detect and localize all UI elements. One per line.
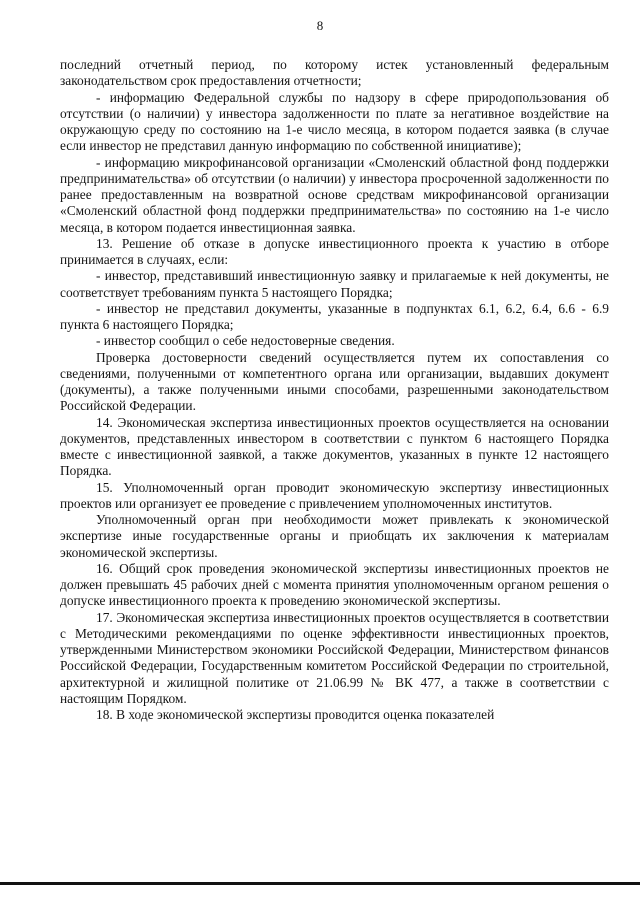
paragraph-refusal-reason-2: - инвестор не представил документы, указанные в подпунктах 6.1, 6.2, 6.4, 6.6 - 6.9 пункта 6 настоящего Порядка; [60, 300, 609, 332]
paragraph-item-17: 17. Экономическая экспертиза инвестиционных проектов осуществляется в соответствии с Методическими рекомендациями по оценке эффективности инвестиционных проектов, утвержденными Министерством экономики Российской Федерации, Министерством финансов Российской Федерации, Государственным комитетом Российской Федерации по строительной, архитектурной и жилищной политике от 21.06.99 № ВК 477, а также в соответствии с настоящим Порядком. [60, 609, 609, 706]
paragraph-continuation: последний отчетный период, по которому истек установленный федеральным законодательством срок предоставления отчетности; [60, 57, 609, 89]
document-body [60, 57, 609, 723]
paragraph-verification: Проверка достоверности сведений осуществляется путем их сопоставления со сведениями, полученными от компетентного органа или организации, выдавших документ (документы), а также полученными иными способами, разрешенными законодательством Российской Федерации. [60, 349, 609, 414]
paragraph-authorized-body: Уполномоченный орган при необходимости может привлекать к экономической экспертизе иные государственные органы и приобщать их заключения к материалам экономической экспертизы. [60, 512, 609, 560]
paragraph-item-16: 16. Общий срок проведения экономической экспертизы инвестиционных проектов не должен превышать 45 рабочих дней с момента принятия уполномоченным органом решения о допуске инвестиционного проекта к проведению экономической экспертизы. [60, 560, 609, 609]
paragraph-refusal-reason-3: - инвестор сообщил о себе недостоверные сведения. [96, 333, 395, 349]
paragraph-refusal-reason-1: - инвестор, представивший инвестиционную заявку и прилагаемые к ней документы, не соответствует требованиям пункта 5 настоящего Порядка; [60, 268, 609, 300]
bottom-scan-border [0, 882, 640, 885]
paragraph-item-13: 13. Решение об отказе в допуске инвестиционного проекта к участию в отборе принимается в случаях, если: [60, 235, 609, 267]
paragraph-item-15: 15. Уполномоченный орган проводит экономическую экспертизу инвестиционных проектов или организует ее проведение с привлечением уполномоченных институтов. [60, 479, 609, 511]
paragraph-item-18: 18. В ходе экономической экспертизы проводится оценка показателей [96, 707, 495, 722]
page-number: 8 [316, 18, 324, 33]
paragraph-item-14: 14. Экономическая экспертиза инвестиционных проектов осуществляется на основании документов, представленных инвестором в соответствии с пунктом 6 настоящего Порядка вместе с инвестиционной заявкой, а также документов, указанных в пункте 12 настоящего Порядка. [60, 414, 609, 479]
paragraph-rosprirodnadzor-info: - информацию Федеральной службы по надзору в сфере природопользования об отсутствии (о наличии) у инвестора задолженности по плате за негативное воздействие на окружающую среду по состоянию на 1-е число месяца, в котором подается заявка (в случае если инвестор не представил данную информацию по собственной инициативе); [60, 89, 609, 154]
paragraph-microfinance-info: - информацию микрофинансовой организации «Смоленский областной фонд поддержки предпринимательства» об отсутствии (о наличии) у инвестора просроченной задолженности по ранее предоставленным на возвратной основе средствам микрофинансовой организации «Смоленский областной фонд поддержки предпринимательства» по состоянию на 1-е число месяца, в котором подается инвестиционная заявка. [60, 154, 609, 235]
